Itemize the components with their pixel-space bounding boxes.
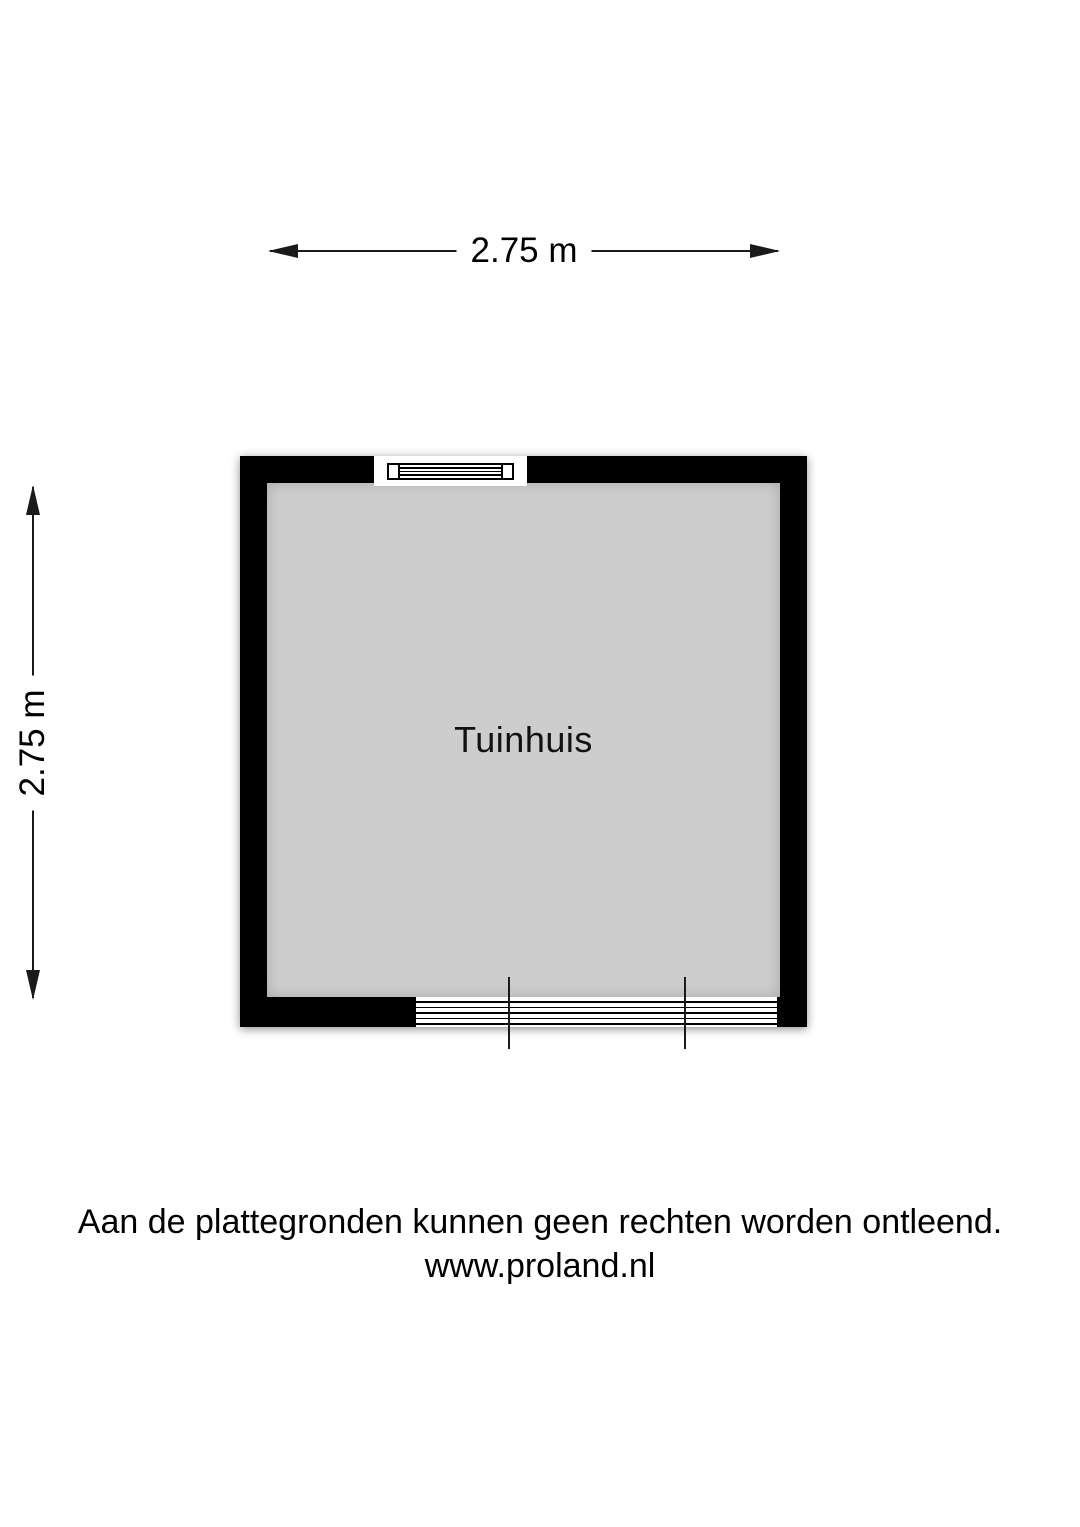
window-glazing-line — [400, 467, 501, 469]
disclaimer-text: Aan de plattegronden kunnen geen rechten worden ontleend. — [77, 1203, 1003, 1241]
door-rail-line — [416, 1018, 777, 1020]
width-dimension-label: 2.75 m — [457, 231, 592, 271]
door-panel-divider — [684, 977, 686, 1049]
arrowhead-up-icon — [26, 485, 40, 515]
door-rail-line — [416, 1023, 777, 1025]
room-floor — [267, 483, 780, 997]
door-rail-line — [416, 1007, 777, 1009]
website-text: www.proland.nl — [424, 1247, 656, 1285]
sliding-door — [416, 997, 777, 1027]
door-panel-divider — [508, 977, 510, 1049]
width-dimension — [268, 231, 780, 270]
arrowhead-left-icon — [268, 244, 298, 258]
window-glazing-line — [400, 471, 501, 473]
window-glazing-line — [400, 474, 501, 476]
room-label: Tuinhuis — [454, 719, 593, 760]
window — [374, 456, 527, 486]
height-dimension-label: 2.75 m — [13, 675, 53, 810]
door-rail-line — [416, 1012, 777, 1014]
door-rail-line — [416, 1001, 777, 1003]
height-dimension — [13, 485, 52, 1000]
window-mullion — [501, 465, 503, 478]
floor-plan — [240, 456, 807, 1027]
arrowhead-right-icon — [750, 244, 780, 258]
window-frame — [387, 463, 514, 480]
footer — [0, 1200, 1080, 1288]
arrowhead-down-icon — [26, 970, 40, 1000]
